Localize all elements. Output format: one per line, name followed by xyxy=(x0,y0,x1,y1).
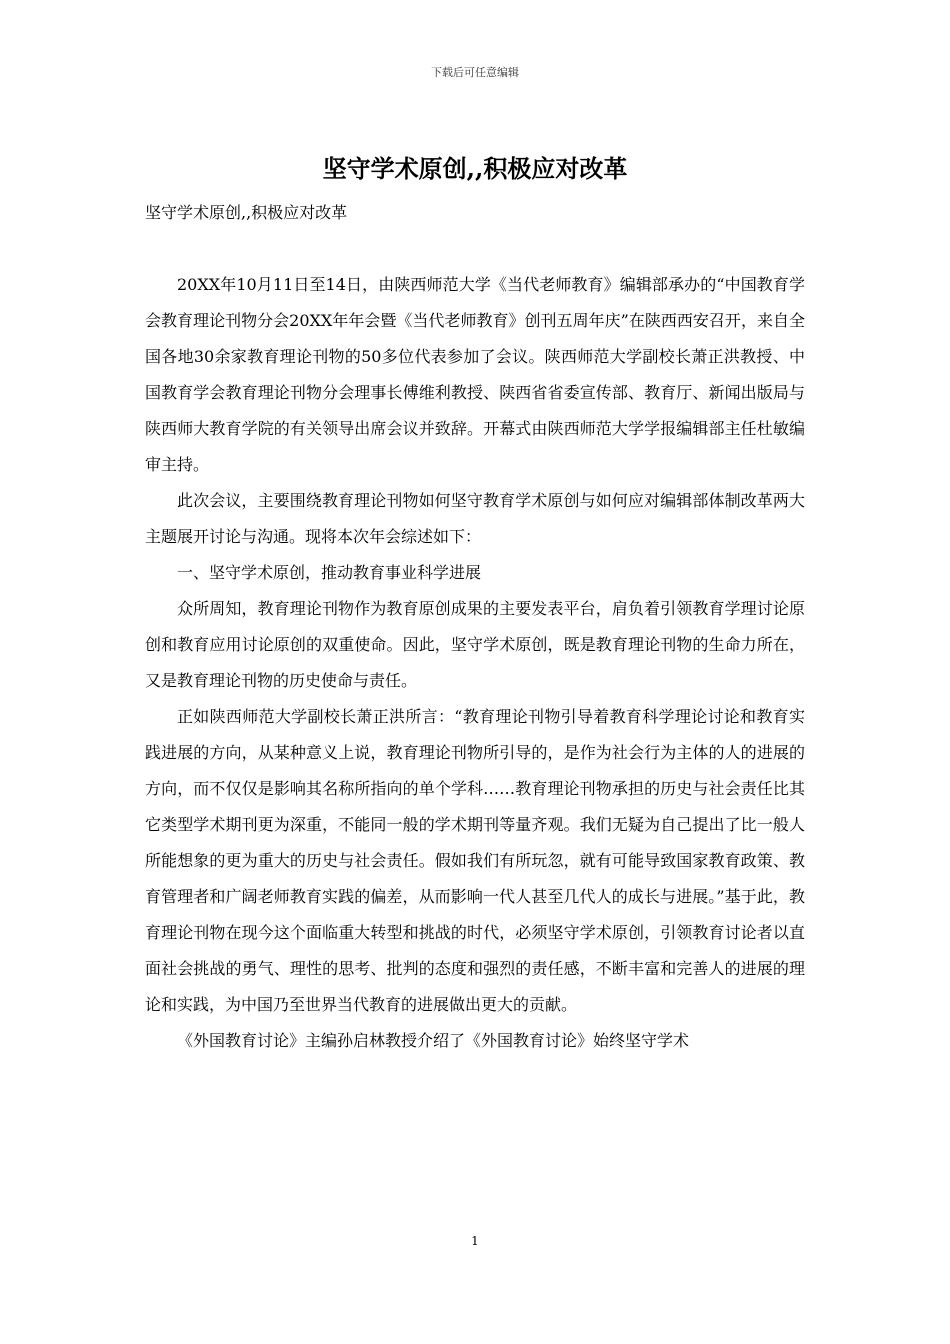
document-title: 坚守学术原创,,积极应对改革 xyxy=(322,154,628,183)
section-heading-1: 一、坚守学术原创，推动教育事业科学进展 xyxy=(177,563,482,582)
paragraph-quote: 正如陕西师范大学副校长萧正洪所言：“教育理论刊物引导着教育科学理论讨论和教育实践进展的方向，从某种意义上说，教育理论刊物所引导的，是作为社会行为主体的人的进展的方向，而不仅仅是影响其名称所指向的单个学科……教育理论刊物承担的历史与社会责任比其它类型学术期刊更为深重，不能同一般的学术期刊等量齐观。我们无疑为自己提出了比一般人所能想象的更为重大的历史与社会责任。假如我们有所玩忽，就有可能导致国家教育政策、教育管理者和广阔老师教育实践的偏差，从而影响一代人甚至几代人的成长与进展。”基于此，教育理论刊物在现今这个面临重大转型和挑战的时代，必须坚守学术原创，引领教育讨论者以直面社会挑战的勇气、理性的思考、批判的态度和强烈的责任感，不断丰富和完善人的进展的理论和实践，为中国乃至世界当代教育的进展做出更大的贡献。 xyxy=(145,707,805,1014)
paragraph-themes: 此次会议，主要围绕教育理论刊物如何坚守教育学术原创与如何应对编辑部体制改革两大主题展开讨论与沟通。现将本次年会综述如下： xyxy=(145,491,805,546)
paragraph-mission: 众所周知，教育理论刊物作为教育原创成果的主要发表平台，肩负着引领教育学理讨论原创和教育应用讨论原创的双重使命。因此，坚守学术原创，既是教育理论刊物的生命力所在，又是教育理论刊物的历史使命与责任。 xyxy=(145,599,805,690)
paragraph-continued: 《外国教育讨论》主编孙启林教授介绍了《外国教育讨论》始终坚守学术 xyxy=(177,1031,690,1050)
paragraph-intro: 20XX年10月11日至14日，由陕西师范大学《当代老师教育》编辑部承办的“中国教育学会教育理论刊物分会20XX年年会暨《当代老师教育》创刊五周年庆”在陕西西安召开，来自全国各地30余家教育理论刊物的50多位代表参加了会议。陕西师范大学副校长萧正洪教授、中国教育学会教育理论刊物分会理事长傅维利教授、陕西省省委宣传部、教育厅、新闻出版局与陕西师大教育学院的有关领导出席会议并致辞。开幕式由陕西师范大学学报编辑部主任杜敏编审主持。 xyxy=(145,275,805,474)
header-note: 下载后可任意编辑 xyxy=(431,66,519,79)
document-subtitle: 坚守学术原创,,积极应对改革 xyxy=(145,203,348,222)
page-number: 1 xyxy=(471,1234,479,1248)
document-body xyxy=(145,267,805,1059)
